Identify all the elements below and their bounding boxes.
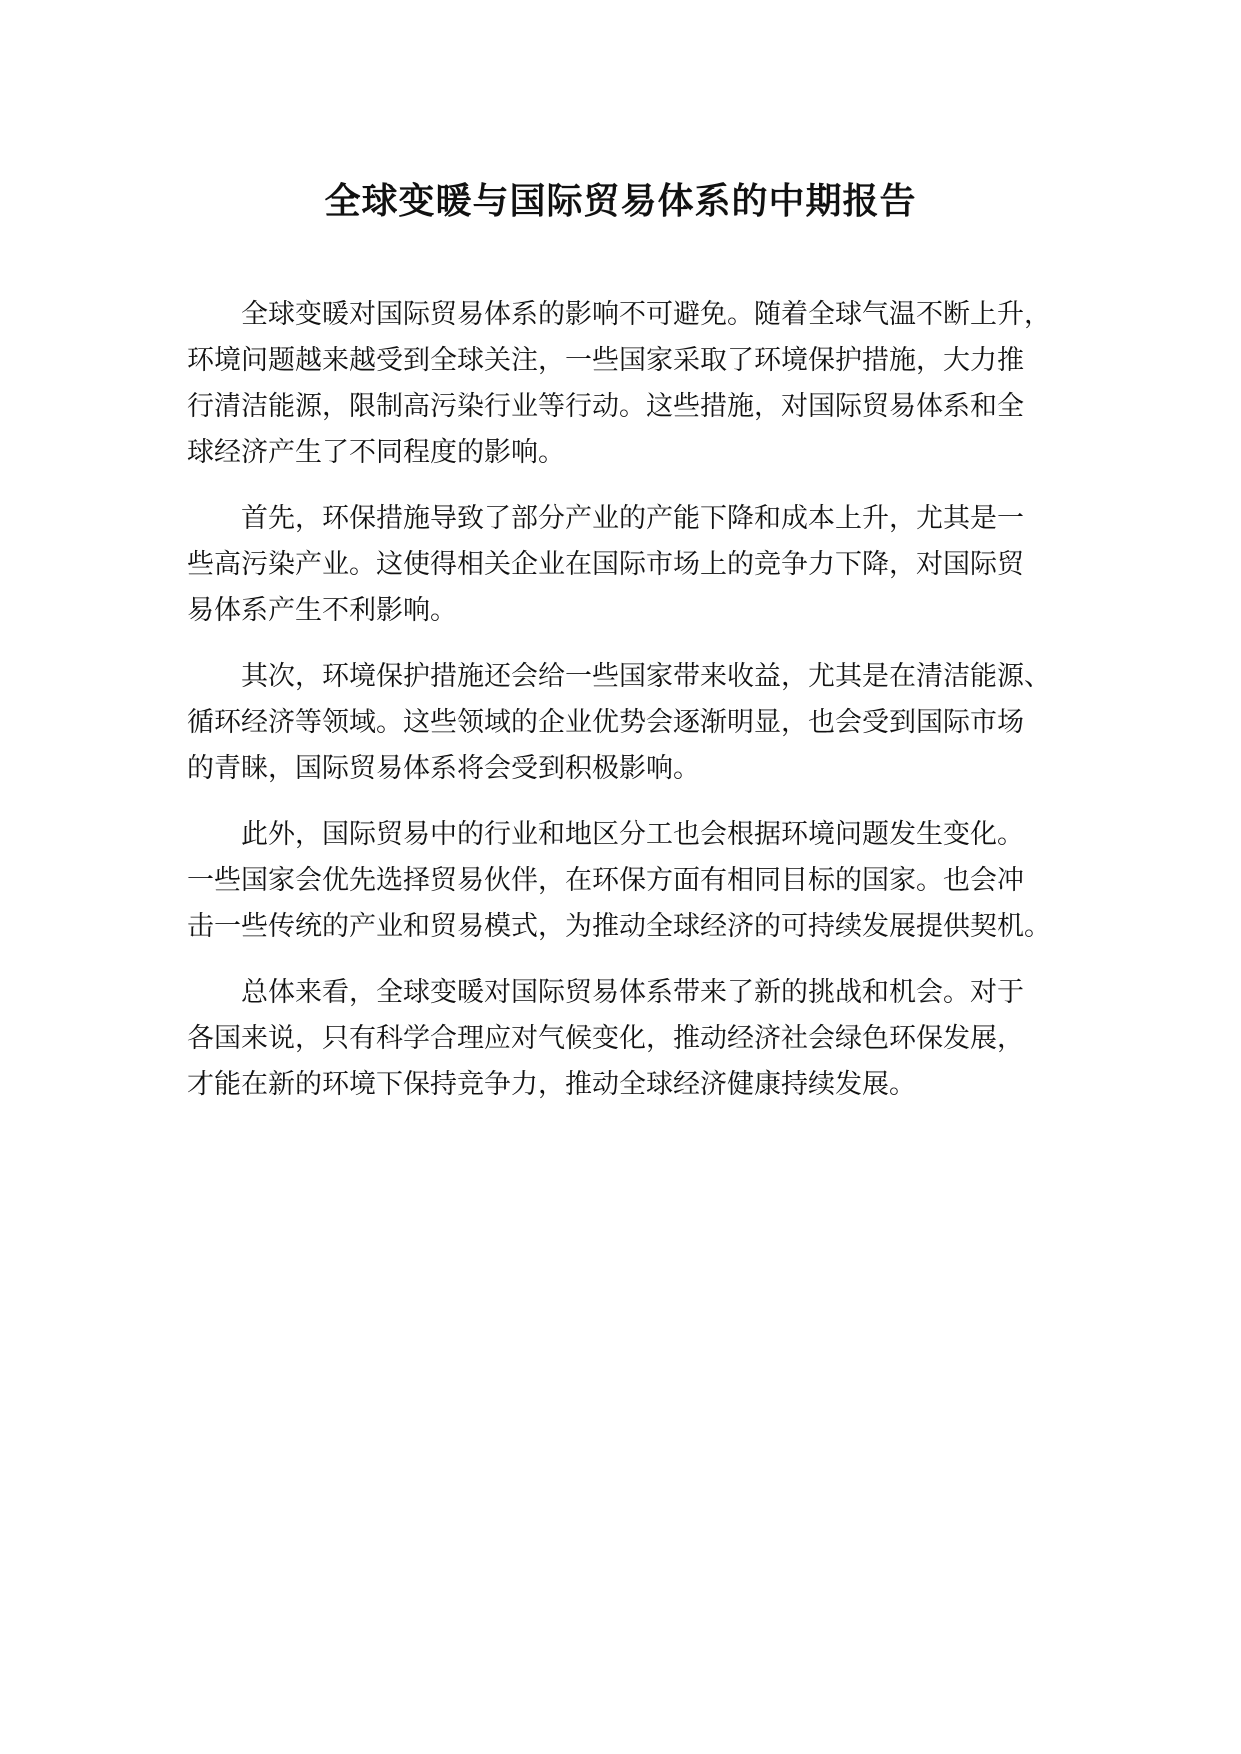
paragraph-line: 其次，环境保护措施还会给一些国家带来收益，尤其是在清洁能源、: [241, 661, 1051, 692]
paragraph: [187, 654, 1107, 792]
paragraph-line: 才能在新的环境下保持竞争力，推动全球经济健康持续发展。: [187, 1069, 916, 1100]
paragraph-line: 球经济产生了不同程度的影响。: [187, 437, 565, 468]
paragraph-line: 行清洁能源，限制高污染行业等行动。这些措施，对国际贸易体系和全: [187, 391, 1024, 422]
paragraph-line: 击一些传统的产业和贸易模式，为推动全球经济的可持续发展提供契机。: [187, 911, 1051, 942]
paragraph-line: 总体来看，全球变暖对国际贸易体系带来了新的挑战和机会。对于: [241, 977, 1024, 1008]
paragraph-line: 一些国家会优先选择贸易伙伴，在环保方面有相同目标的国家。也会冲: [187, 865, 1024, 896]
paragraph: [187, 812, 1107, 950]
paragraph-line: 全球变暖对国际贸易体系的影响不可避免。随着全球气温不断上升，: [241, 299, 1051, 330]
paragraph: [187, 292, 1107, 476]
paragraph-line: 环境问题越来越受到全球关注，一些国家采取了环境保护措施，大力推: [187, 345, 1024, 376]
paragraph-line: 此外，国际贸易中的行业和地区分工也会根据环境问题发生变化。: [241, 819, 1024, 850]
paragraph-line: 首先，环保措施导致了部分产业的产能下降和成本上升，尤其是一: [241, 503, 1024, 534]
paragraph-line: 循环经济等领域。这些领域的企业优势会逐渐明显，也会受到国际市场: [187, 707, 1024, 738]
paragraph-line: 各国来说，只有科学合理应对气候变化，推动经济社会绿色环保发展，: [187, 1023, 1024, 1054]
document-body: [187, 292, 1107, 1128]
paragraph-line: 的青睐，国际贸易体系将会受到积极影响。: [187, 753, 700, 784]
paragraph: [187, 496, 1107, 634]
document-title: 全球变暖与国际贸易体系的中期报告: [324, 181, 917, 222]
paragraph: [187, 970, 1107, 1108]
paragraph-line: 些高污染产业。这使得相关企业在国际市场上的竞争力下降，对国际贸: [187, 549, 1024, 580]
paragraph-line: 易体系产生不利影响。: [187, 595, 457, 626]
